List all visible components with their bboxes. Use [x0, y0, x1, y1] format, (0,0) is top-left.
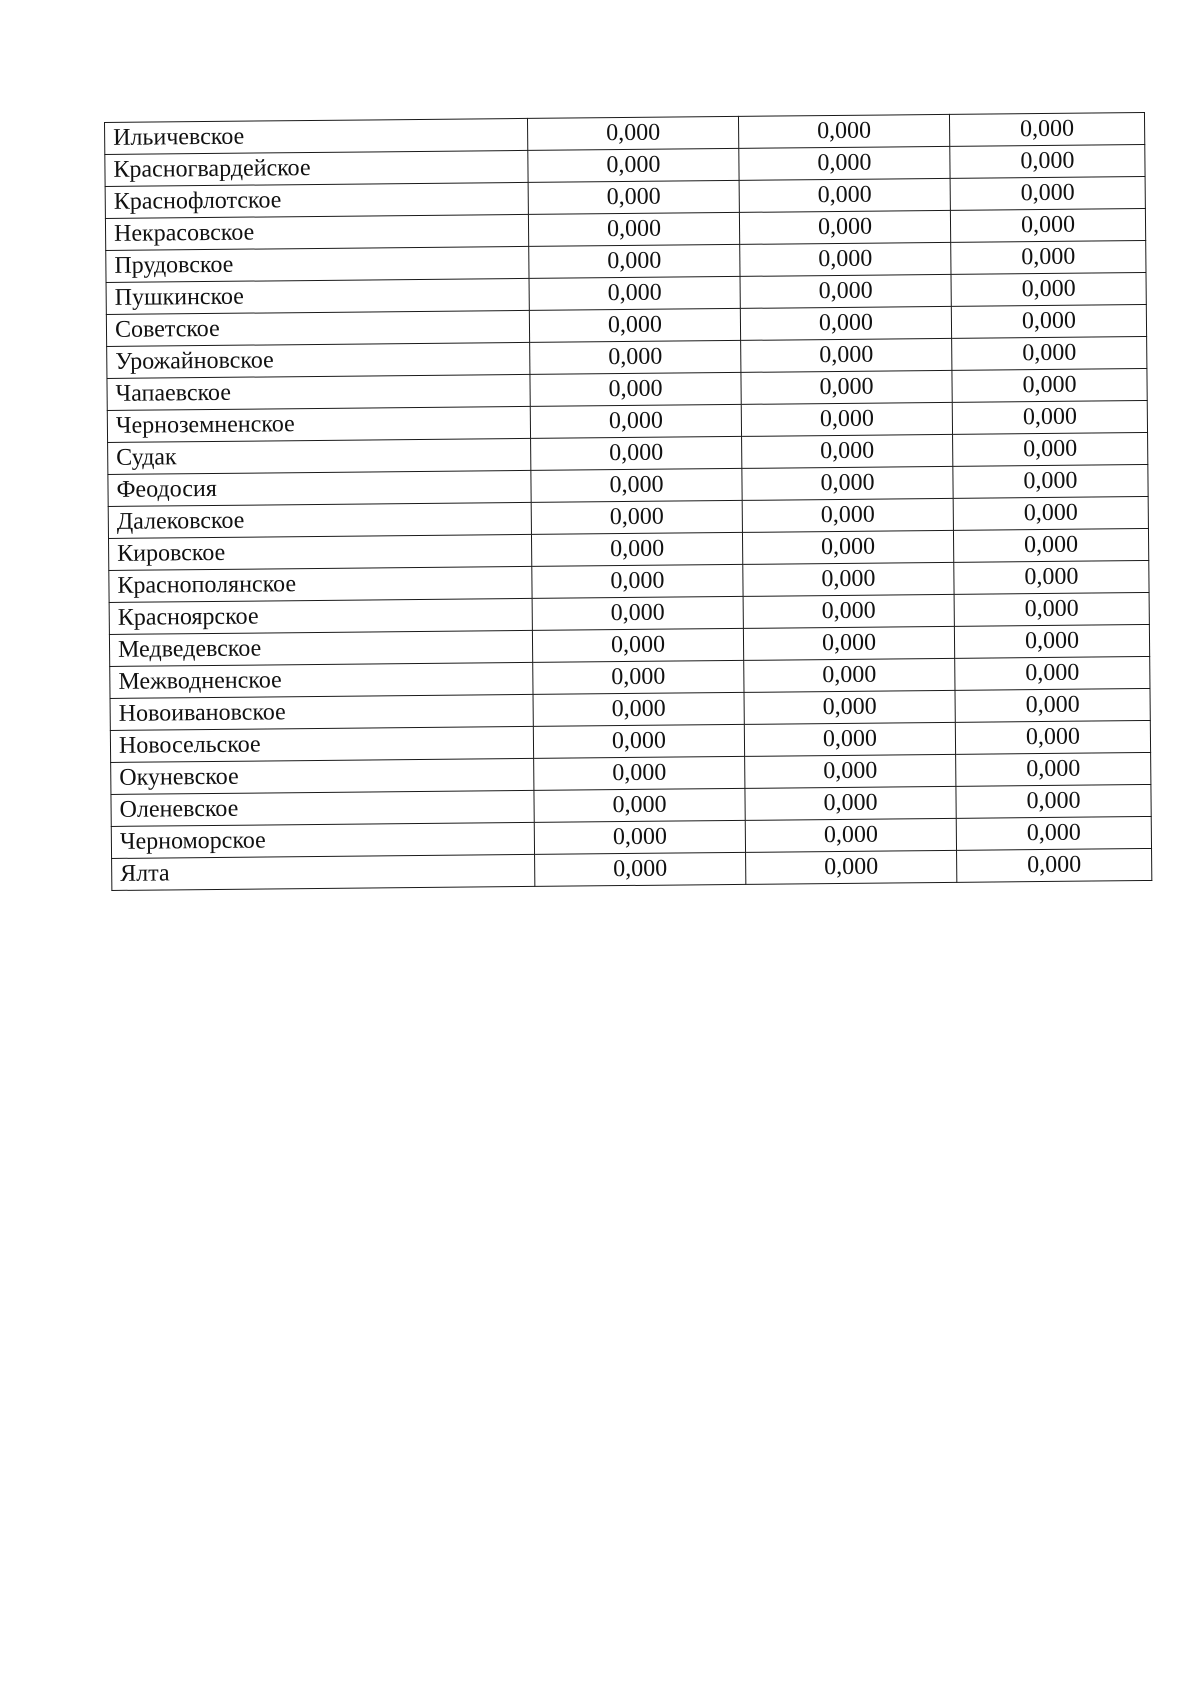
value-cell-col-2: 0,000 — [742, 498, 953, 532]
value-cell-col-1: 0,000 — [532, 564, 743, 598]
value-cell-col-3: 0,000 — [952, 337, 1147, 371]
value-cell-col-3: 0,000 — [956, 816, 1151, 850]
table-body — [105, 113, 1152, 891]
value-cell-col-3: 0,000 — [955, 720, 1150, 754]
municipality-name-cell: Далековское — [108, 502, 531, 538]
value-cell-col-1: 0,000 — [529, 276, 740, 310]
municipality-name-cell: Оленевское — [111, 790, 534, 826]
value-cell-col-3: 0,000 — [957, 848, 1152, 882]
value-cell-col-3: 0,000 — [951, 241, 1146, 275]
data-table — [104, 112, 1152, 891]
value-cell-col-2: 0,000 — [741, 402, 952, 436]
value-cell-col-2: 0,000 — [738, 114, 949, 148]
value-cell-col-1: 0,000 — [529, 244, 740, 278]
value-cell-col-1: 0,000 — [530, 404, 741, 438]
value-cell-col-3: 0,000 — [953, 464, 1148, 498]
value-cell-col-1: 0,000 — [535, 852, 746, 886]
value-cell-col-1: 0,000 — [532, 628, 743, 662]
value-cell-col-2: 0,000 — [740, 274, 951, 308]
table-container — [104, 112, 1139, 891]
value-cell-col-1: 0,000 — [534, 756, 745, 790]
municipality-name-cell: Прудовское — [106, 246, 529, 282]
value-cell-col-2: 0,000 — [739, 178, 950, 212]
value-cell-col-3: 0,000 — [951, 305, 1146, 339]
value-cell-col-1: 0,000 — [532, 596, 743, 630]
value-cell-col-1: 0,000 — [530, 372, 741, 406]
municipality-name-cell: Краснофлотское — [105, 182, 528, 218]
municipality-name-cell: Феодосия — [108, 470, 531, 506]
value-cell-col-1: 0,000 — [533, 660, 744, 694]
value-cell-col-1: 0,000 — [534, 820, 745, 854]
value-cell-col-3: 0,000 — [956, 784, 1151, 818]
municipality-name-cell: Красногвардейское — [105, 150, 528, 186]
value-cell-col-2: 0,000 — [745, 818, 956, 852]
municipality-name-cell: Некрасовское — [105, 214, 528, 250]
value-cell-col-1: 0,000 — [533, 724, 744, 758]
value-cell-col-3: 0,000 — [953, 432, 1148, 466]
value-cell-col-3: 0,000 — [955, 656, 1150, 690]
value-cell-col-1: 0,000 — [531, 436, 742, 470]
value-cell-col-1: 0,000 — [529, 308, 740, 342]
municipality-name-cell: Новоивановское — [110, 694, 533, 730]
value-cell-col-2: 0,000 — [739, 146, 950, 180]
value-cell-col-1: 0,000 — [528, 212, 739, 246]
value-cell-col-1: 0,000 — [531, 532, 742, 566]
municipality-name-cell: Урожайновское — [107, 342, 530, 378]
value-cell-col-2: 0,000 — [743, 626, 954, 660]
value-cell-col-2: 0,000 — [740, 306, 951, 340]
value-cell-col-3: 0,000 — [950, 209, 1145, 243]
municipality-name-cell: Краснополянское — [109, 566, 532, 602]
value-cell-col-3: 0,000 — [953, 528, 1148, 562]
value-cell-col-3: 0,000 — [952, 369, 1147, 403]
value-cell-col-3: 0,000 — [955, 688, 1150, 722]
value-cell-col-3: 0,000 — [950, 177, 1145, 211]
value-cell-col-3: 0,000 — [949, 113, 1144, 147]
municipality-name-cell: Пушкинское — [106, 278, 529, 314]
municipality-name-cell: Красноярское — [109, 598, 532, 634]
municipality-name-cell: Судак — [108, 438, 531, 474]
municipality-name-cell: Чапаевское — [107, 374, 530, 410]
value-cell-col-2: 0,000 — [745, 754, 956, 788]
value-cell-col-2: 0,000 — [743, 594, 954, 628]
municipality-name-cell: Окуневское — [111, 758, 534, 794]
municipality-name-cell: Ильичевское — [105, 118, 528, 154]
value-cell-col-1: 0,000 — [528, 148, 739, 182]
value-cell-col-1: 0,000 — [534, 788, 745, 822]
value-cell-col-1: 0,000 — [531, 500, 742, 534]
municipality-name-cell: Медведевское — [109, 630, 532, 666]
value-cell-col-2: 0,000 — [744, 658, 955, 692]
value-cell-col-3: 0,000 — [951, 273, 1146, 307]
value-cell-col-3: 0,000 — [956, 752, 1151, 786]
value-cell-col-2: 0,000 — [744, 722, 955, 756]
value-cell-col-3: 0,000 — [953, 496, 1148, 530]
municipality-name-cell: Советское — [106, 310, 529, 346]
value-cell-col-3: 0,000 — [950, 145, 1145, 179]
value-cell-col-1: 0,000 — [533, 692, 744, 726]
municipality-name-cell: Кировское — [108, 534, 531, 570]
value-cell-col-2: 0,000 — [742, 530, 953, 564]
value-cell-col-1: 0,000 — [530, 340, 741, 374]
value-cell-col-3: 0,000 — [952, 400, 1147, 434]
value-cell-col-2: 0,000 — [746, 850, 957, 884]
value-cell-col-3: 0,000 — [954, 624, 1149, 658]
value-cell-col-1: 0,000 — [528, 180, 739, 214]
value-cell-col-2: 0,000 — [741, 370, 952, 404]
value-cell-col-3: 0,000 — [954, 592, 1149, 626]
municipality-name-cell: Новосельское — [110, 726, 533, 762]
municipality-name-cell: Черноземненское — [107, 406, 530, 442]
value-cell-col-3: 0,000 — [954, 560, 1149, 594]
value-cell-col-2: 0,000 — [742, 466, 953, 500]
municipality-name-cell: Ялта — [112, 854, 535, 890]
value-cell-col-1: 0,000 — [531, 468, 742, 502]
value-cell-col-2: 0,000 — [741, 338, 952, 372]
value-cell-col-2: 0,000 — [743, 562, 954, 596]
value-cell-col-2: 0,000 — [745, 786, 956, 820]
value-cell-col-1: 0,000 — [527, 116, 738, 150]
value-cell-col-2: 0,000 — [740, 242, 951, 276]
value-cell-col-2: 0,000 — [742, 434, 953, 468]
municipality-name-cell: Межводненское — [110, 662, 533, 698]
value-cell-col-2: 0,000 — [739, 210, 950, 244]
municipality-name-cell: Черноморское — [111, 822, 534, 858]
value-cell-col-2: 0,000 — [744, 690, 955, 724]
